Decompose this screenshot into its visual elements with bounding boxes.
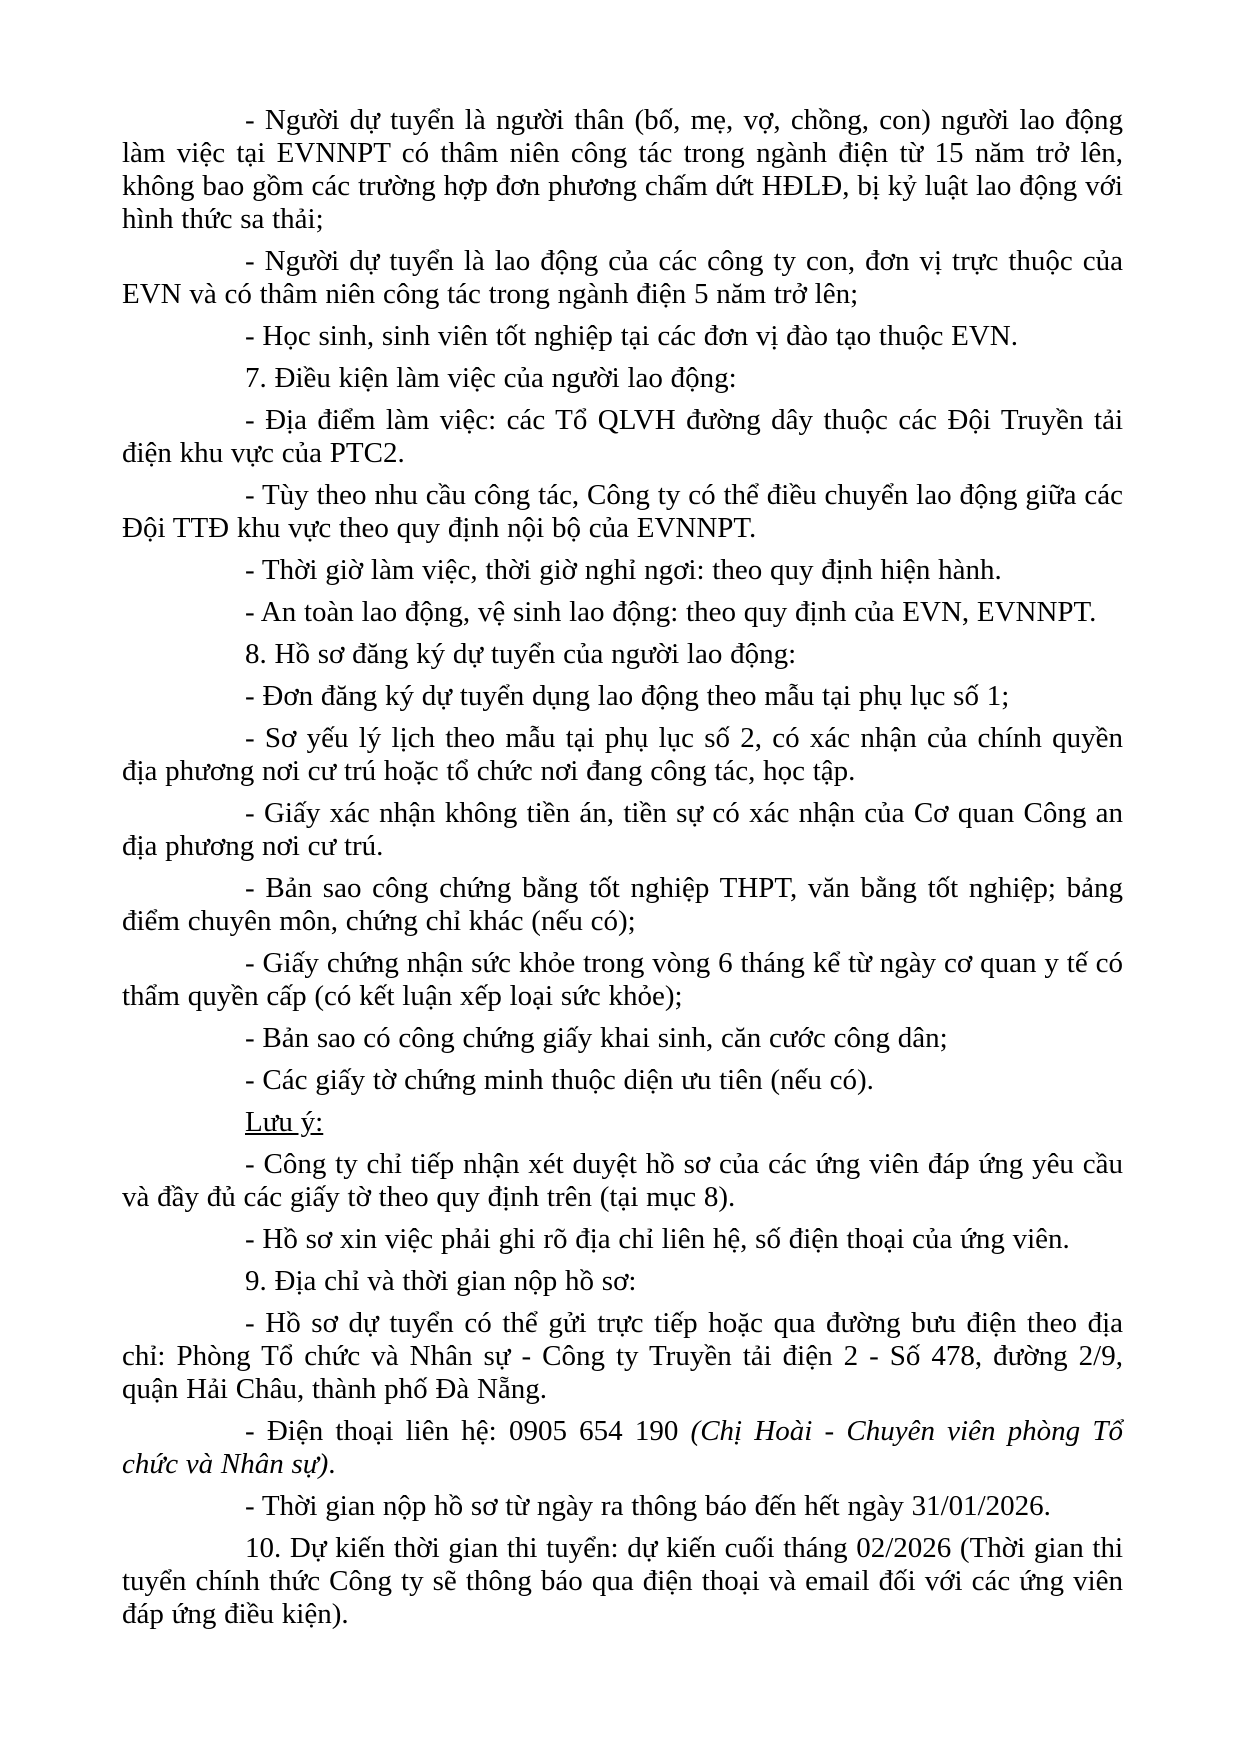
paragraph-17 bbox=[122, 1106, 1123, 1139]
text-run: - Điện thoại liên hệ: 0905 654 190 bbox=[245, 1415, 691, 1447]
text-run: - Địa điểm làm việc: các Tổ QLVH đường dây thuộc các Đội Truyền tải điện khu vực của PTC2. bbox=[122, 404, 1123, 469]
paragraph-16 bbox=[122, 1064, 1123, 1097]
text-run: - Sơ yếu lý lịch theo mẫu tại phụ lục số 2, có xác nhận của chính quyền địa phương nơi cư trú hoặc tổ chức nơi đang công tác, học tập. bbox=[122, 722, 1123, 787]
paragraph-19 bbox=[122, 1223, 1123, 1256]
paragraph-22 bbox=[122, 1415, 1123, 1481]
text-run: - Công ty chỉ tiếp nhận xét duyệt hồ sơ của các ứng viên đáp ứng yêu cầu và đầy đủ các giấy tờ theo quy định trên (tại mục 8). bbox=[122, 1148, 1123, 1213]
text-run: - Người dự tuyển là người thân (bố, mẹ, vợ, chồng, con) người lao động làm việc tại EVNNPT có thâm niên công tác trong ngành điện từ 15 năm trở lên, không bao gồm các trường hợp đơn phương chấm dứt HĐLĐ, bị kỷ luật lao động với hình thức sa thải; bbox=[122, 104, 1123, 235]
paragraph-6 bbox=[122, 479, 1123, 545]
paragraph-2 bbox=[122, 245, 1123, 311]
text-run: - Đơn đăng ký dự tuyển dụng lao động theo mẫu tại phụ lục số 1; bbox=[245, 680, 1010, 712]
paragraph-20 bbox=[122, 1265, 1123, 1298]
text-run: - Người dự tuyển là lao động của các công ty con, đơn vị trực thuộc của EVN và có thâm niên công tác trong ngành điện 5 năm trở lên; bbox=[122, 245, 1123, 310]
paragraph-24 bbox=[122, 1532, 1123, 1631]
paragraph-5 bbox=[122, 404, 1123, 470]
paragraph-18 bbox=[122, 1148, 1123, 1214]
paragraph-15 bbox=[122, 1022, 1123, 1055]
paragraph-7 bbox=[122, 554, 1123, 587]
text-run: - Hồ sơ dự tuyển có thể gửi trực tiếp hoặc qua đường bưu điện theo địa chỉ: Phòng Tổ chức và Nhân sự - Công ty Truyền tải điện 2 - Số 478, đường 2/9, quận Hải Châu, thành phố Đà Nẵng. bbox=[122, 1307, 1123, 1405]
text-run: Lưu ý: bbox=[245, 1106, 324, 1138]
text-run: - Thời giờ làm việc, thời giờ nghỉ ngơi: theo quy định hiện hành. bbox=[245, 554, 1002, 586]
text-run: 7. Điều kiện làm việc của người lao động: bbox=[245, 362, 737, 394]
paragraph-10 bbox=[122, 680, 1123, 713]
text-run: . bbox=[328, 1448, 336, 1480]
paragraph-4 bbox=[122, 362, 1123, 395]
text-run: - Thời gian nộp hồ sơ từ ngày ra thông báo đến hết ngày 31/01/2026. bbox=[245, 1490, 1051, 1522]
text-run: (Chị Hoài - Chuyên viên phòng Tổ chức và Nhân sự) bbox=[122, 1415, 1123, 1480]
paragraph-12 bbox=[122, 797, 1123, 863]
document-body bbox=[122, 104, 1123, 1631]
paragraph-8 bbox=[122, 596, 1123, 629]
text-run: - Bản sao có công chứng giấy khai sinh, căn cước công dân; bbox=[245, 1022, 948, 1054]
text-run: - Học sinh, sinh viên tốt nghiệp tại các đơn vị đào tạo thuộc EVN. bbox=[245, 320, 1018, 352]
paragraph-11 bbox=[122, 722, 1123, 788]
paragraph-1 bbox=[122, 104, 1123, 236]
text-run: 9. Địa chỉ và thời gian nộp hồ sơ: bbox=[245, 1265, 637, 1297]
text-run: - Các giấy tờ chứng minh thuộc diện ưu tiên (nếu có). bbox=[245, 1064, 874, 1096]
text-run: - Giấy chứng nhận sức khỏe trong vòng 6 tháng kể từ ngày cơ quan y tế có thẩm quyền cấp (có kết luận xếp loại sức khỏe); bbox=[122, 947, 1123, 1012]
paragraph-14 bbox=[122, 947, 1123, 1013]
paragraph-13 bbox=[122, 872, 1123, 938]
text-run: - An toàn lao động, vệ sinh lao động: theo quy định của EVN, EVNNPT. bbox=[245, 596, 1097, 628]
text-run: 10. Dự kiến thời gian thi tuyển: dự kiến cuối tháng 02/2026 (Thời gian thi tuyển chính thức Công ty sẽ thông báo qua điện thoại và email đối với các ứng viên đáp ứng điều kiện). bbox=[122, 1532, 1123, 1630]
paragraph-3 bbox=[122, 320, 1123, 353]
text-run: - Hồ sơ xin việc phải ghi rõ địa chỉ liên hệ, số điện thoại của ứng viên. bbox=[245, 1223, 1070, 1255]
text-run: - Tùy theo nhu cầu công tác, Công ty có thể điều chuyển lao động giữa các Đội TTĐ khu vực theo quy định nội bộ của EVNNPT. bbox=[122, 479, 1123, 544]
paragraph-23 bbox=[122, 1490, 1123, 1523]
paragraph-9 bbox=[122, 638, 1123, 671]
text-run: 8. Hồ sơ đăng ký dự tuyển của người lao động: bbox=[245, 638, 797, 670]
paragraph-21 bbox=[122, 1307, 1123, 1406]
text-run: - Giấy xác nhận không tiền án, tiền sự có xác nhận của Cơ quan Công an địa phương nơi cư trú. bbox=[122, 797, 1123, 862]
text-run: - Bản sao công chứng bằng tốt nghiệp THPT, văn bằng tốt nghiệp; bảng điểm chuyên môn, chứng chỉ khác (nếu có); bbox=[122, 872, 1123, 937]
